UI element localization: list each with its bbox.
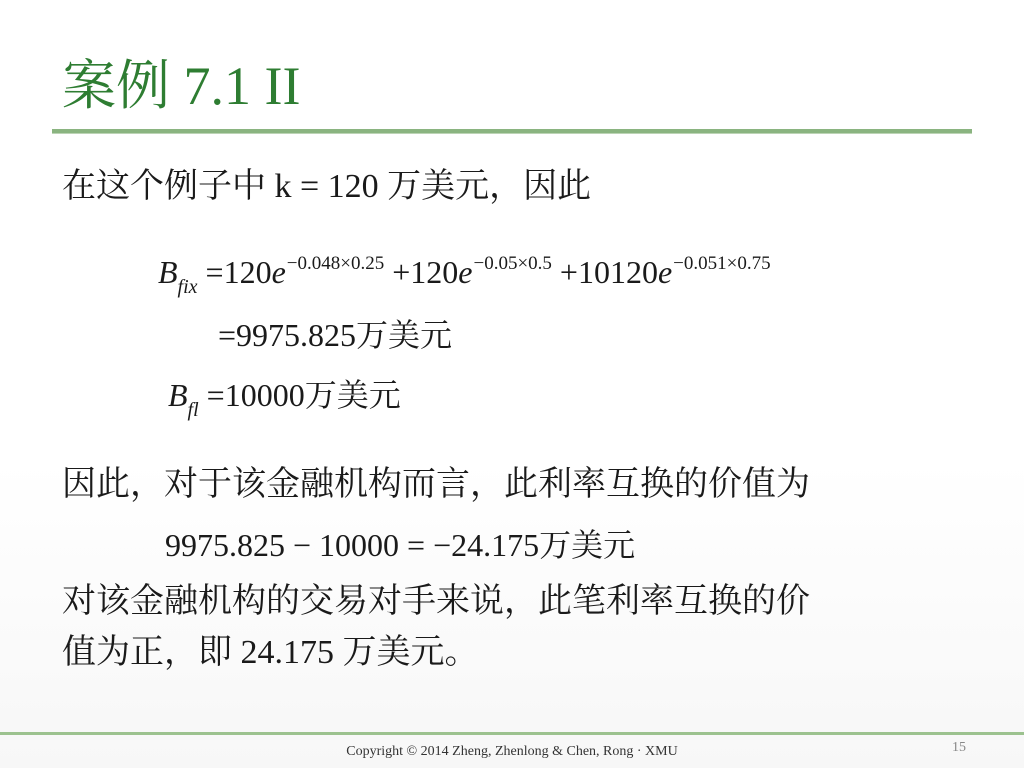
term1-e: e — [271, 254, 286, 290]
plus-sign: + — [392, 254, 411, 290]
term3-coefficient: 10120 — [577, 254, 658, 290]
counterparty-text-line1: 对该金融机构的交易对手来说，此笔利率互换的价 — [62, 583, 810, 620]
counterparty-text-line2: 值为正，即 24.175 万美元。 — [62, 634, 479, 671]
b-fix-subscript: fix — [177, 276, 198, 298]
conclusion-text: 因此，对于该金融机构而言，此利率互换的价值为 — [62, 466, 810, 503]
term2-coefficient: 120 — [410, 254, 459, 290]
equals-sign: = — [205, 254, 224, 290]
footer-copyright: Copyright © 2014 Zheng, Zhenlong & Chen, Rong · XMU — [346, 744, 678, 759]
b-fix-value: 9975.825万美元 — [236, 317, 453, 353]
equals-sign: = — [206, 377, 225, 413]
b-fl-value: 10000万美元 — [224, 377, 401, 413]
title-divider — [52, 129, 972, 134]
intro-text: 在这个例子中 k = 120 万美元，因此 — [62, 168, 592, 205]
term1-coefficient: 120 — [223, 254, 272, 290]
formula-b-fl — [168, 375, 401, 420]
term3-exponent: −0.051×0.75 — [673, 253, 771, 274]
b-fl-subscript: fl — [187, 399, 199, 421]
swap-value-result: 9975.825 − 10000 = −24.175万美元 — [165, 527, 636, 563]
b-fix-symbol: B — [158, 254, 178, 290]
term2-exponent: −0.05×0.5 — [473, 253, 552, 274]
slide-title: 案例 7.1 II — [62, 56, 301, 116]
formula-b-fix-value — [218, 315, 452, 355]
b-fl-symbol: B — [168, 377, 188, 413]
footer-divider — [0, 732, 1024, 735]
formula-b-fix — [158, 252, 771, 298]
term2-e: e — [458, 254, 473, 290]
page-number: 15 — [952, 740, 966, 755]
term3-e: e — [657, 254, 673, 290]
plus-sign: + — [559, 254, 578, 290]
equals-sign: = — [218, 317, 237, 353]
term1-exponent: −0.048×0.25 — [286, 253, 385, 274]
